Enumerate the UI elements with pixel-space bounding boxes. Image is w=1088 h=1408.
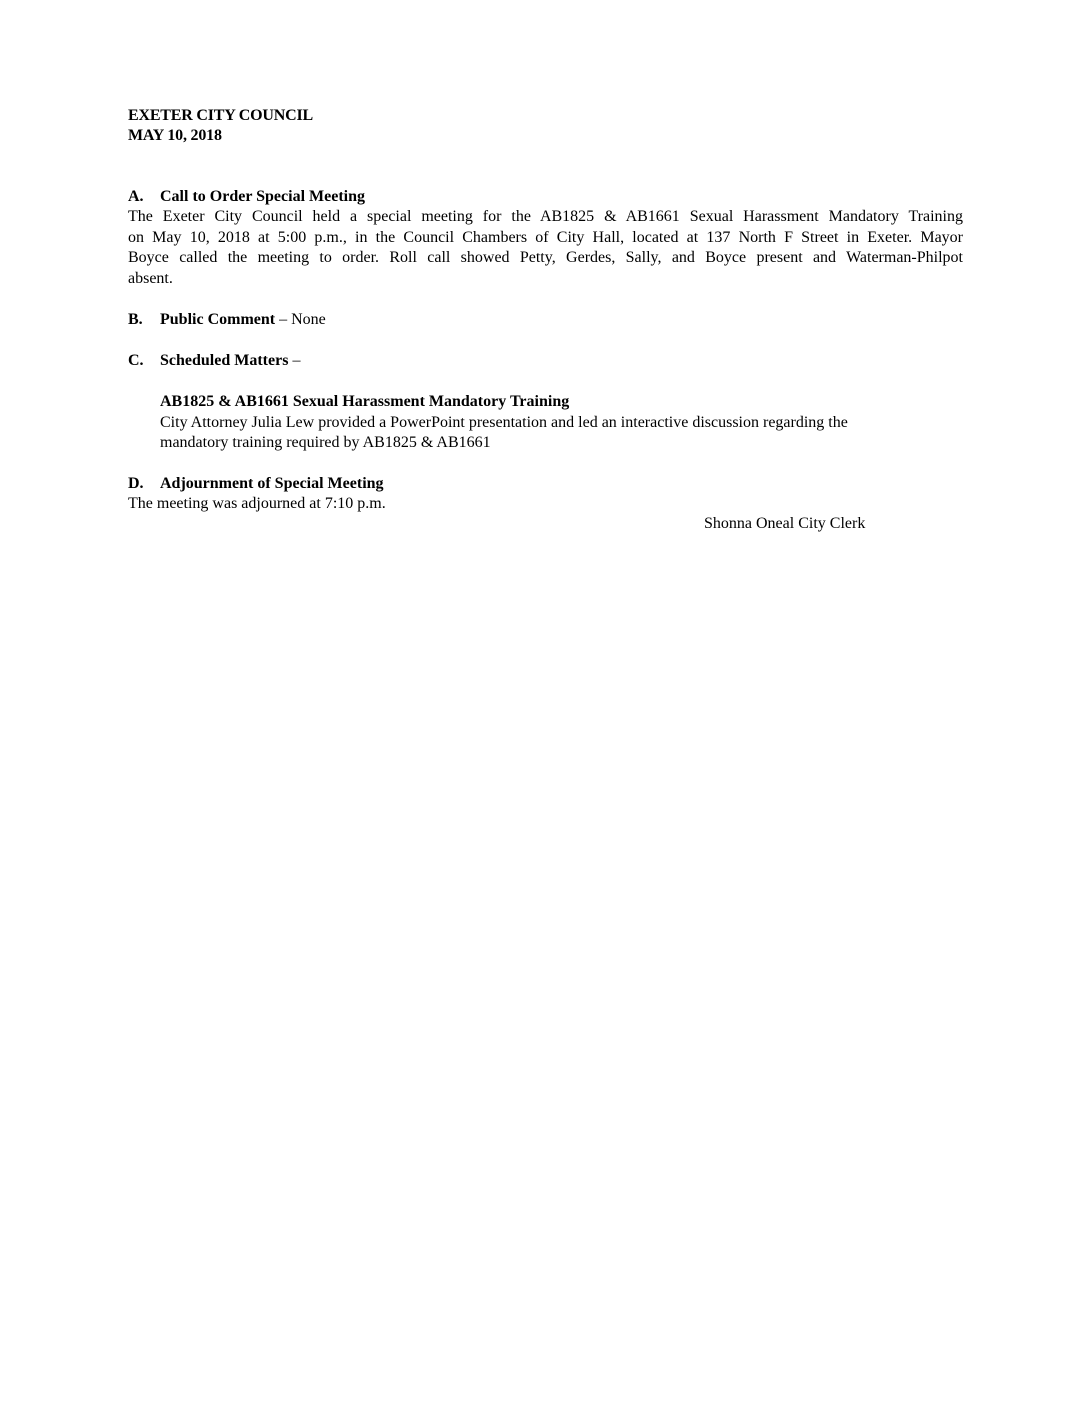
- section-title: Scheduled Matters: [160, 352, 289, 369]
- body-line: Boyce called the meeting to order. Roll call showed Petty, Gerdes, Sally, and Boyce present and Waterman-Philpot: [128, 249, 963, 266]
- section-title: Call to Order Special Meeting: [160, 188, 365, 205]
- section-suffix: – None: [275, 311, 326, 328]
- section-d-body: [128, 494, 963, 515]
- section-letter: D.: [128, 475, 144, 492]
- section-title: Public Comment: [160, 311, 276, 328]
- section-a-heading: [128, 187, 365, 207]
- body-line: City Attorney Julia Lew provided a PowerPoint presentation and led an interactive discussion regarding the: [160, 413, 848, 431]
- body-line: The meeting was adjourned at 7:10 p.m.: [128, 495, 386, 512]
- section-title: Adjournment of Special Meeting: [160, 475, 384, 492]
- council-name: EXETER CITY COUNCIL: [128, 107, 313, 124]
- body-line: absent.: [128, 269, 173, 287]
- section-a-body: [128, 207, 963, 289]
- section-letter: A.: [128, 188, 144, 205]
- section-c-heading: [128, 351, 300, 371]
- item-title: AB1825 & AB1661 Sexual Harassment Mandatory Training: [160, 393, 570, 410]
- scheduled-matter-item: [160, 392, 930, 454]
- section-d-heading: [128, 474, 384, 494]
- section-b-heading: [128, 310, 326, 330]
- body-line: on May 10, 2018 at 5:00 p.m., in the Council Chambers of City Hall, located at 137 North F Street in Exeter. Mayor: [128, 228, 963, 246]
- clerk-signature: Shonna Oneal City Clerk: [704, 515, 866, 532]
- body-line: The Exeter City Council held a special meeting for the AB1825 & AB1661 Sexual Harassment Mandatory Training: [128, 208, 963, 225]
- body-line: mandatory training required by AB1825 & AB1661: [160, 434, 491, 451]
- section-suffix: –: [288, 352, 301, 369]
- meeting-date: MAY 10, 2018: [128, 127, 222, 144]
- section-letter: B.: [128, 311, 143, 328]
- section-letter: C.: [128, 352, 144, 369]
